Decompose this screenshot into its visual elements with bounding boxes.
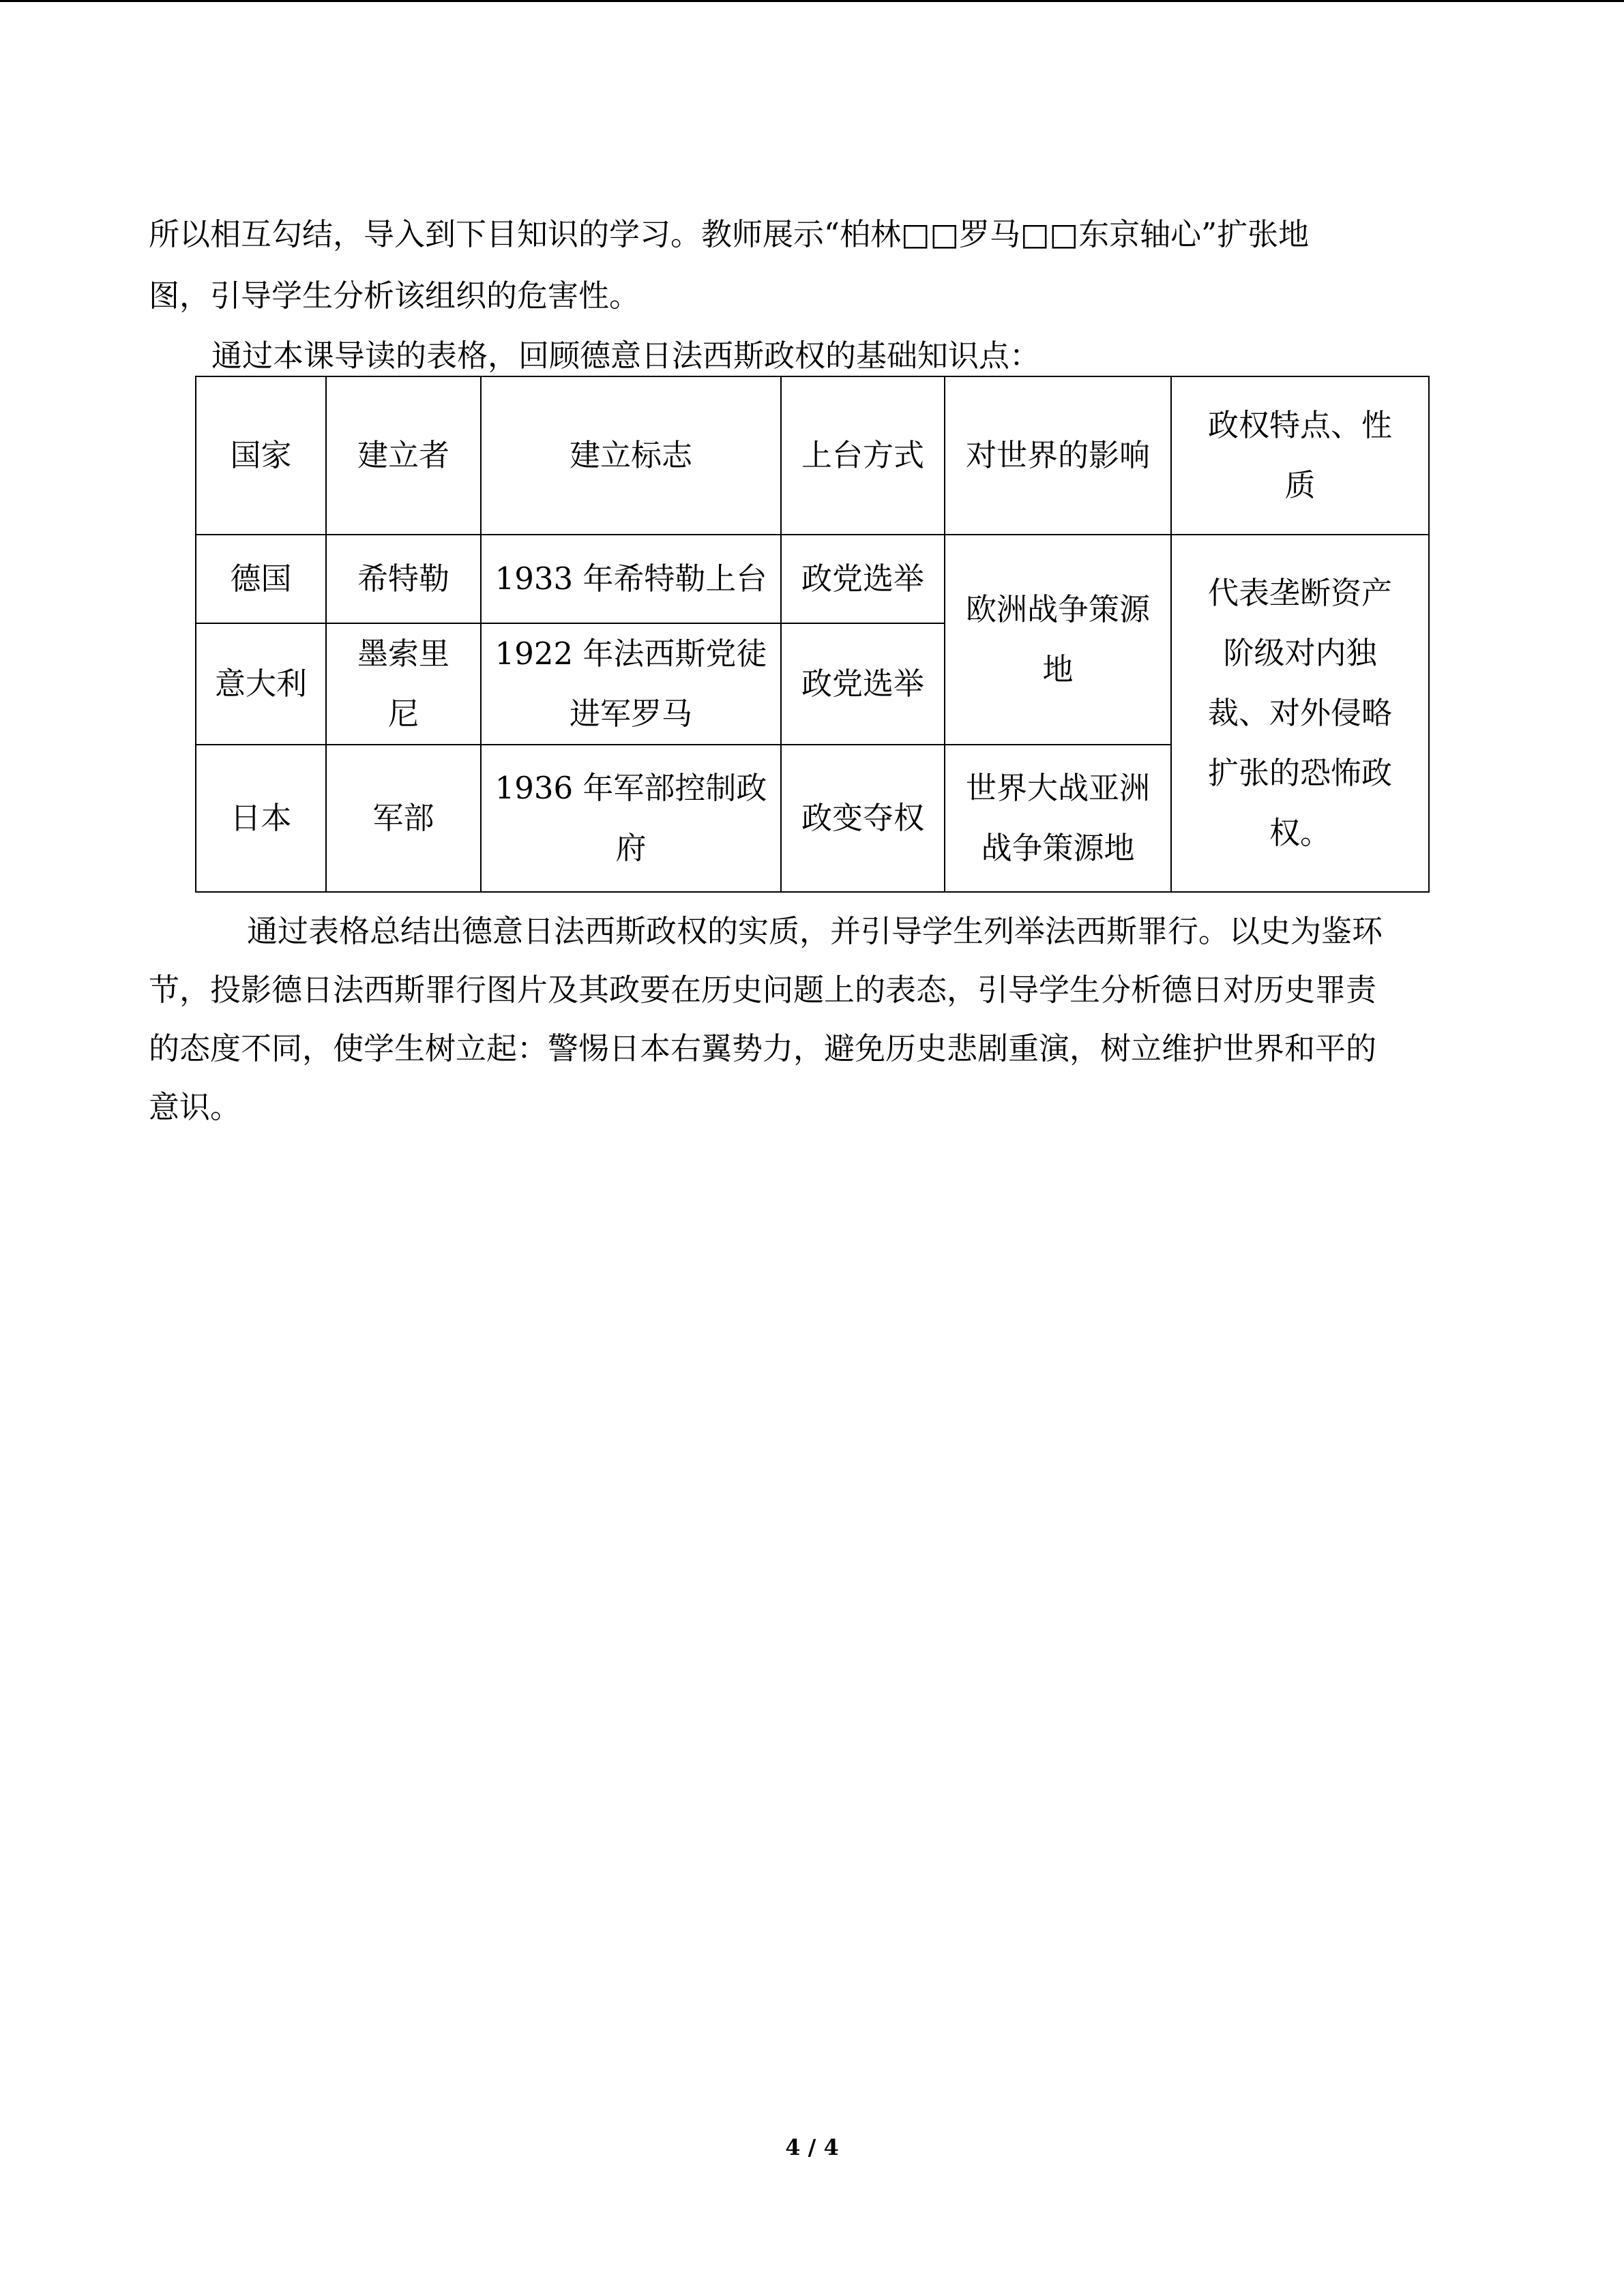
nature-line-5: 权。 bbox=[1269, 815, 1331, 851]
nature-line-1: 代表垄断资产 bbox=[1207, 575, 1392, 611]
conclusion-line-2: 节，投影德日法西斯罪行图片及其政要在历史问题上的表态，引导学生分析德日对历史罪责 bbox=[149, 972, 1377, 1008]
cell-founder: 军部 bbox=[326, 745, 481, 892]
founder-line-1: 墨索里 bbox=[357, 636, 449, 672]
sign-line-1: 1936 年军部控制政 bbox=[494, 770, 767, 806]
fascist-regimes-table bbox=[195, 376, 1430, 893]
header-method: 上台方式 bbox=[781, 376, 945, 535]
impact-europe-line-1: 欧洲战争策源 bbox=[965, 591, 1150, 627]
cell-method: 政党选举 bbox=[781, 623, 945, 745]
conclusion-line-3: 的态度不同，使学生树立起：警惕日本右翼势力，避免历史悲剧重演，树立维护世界和平的 bbox=[149, 1030, 1377, 1067]
header-nature-line-2: 质 bbox=[1284, 467, 1316, 503]
cell-country: 德国 bbox=[196, 535, 326, 623]
sign-line-2: 府 bbox=[615, 830, 647, 866]
cell-country: 日本 bbox=[196, 745, 326, 892]
cell-impact-asia bbox=[945, 745, 1171, 892]
nature-line-4: 扩张的恐怖政 bbox=[1207, 755, 1392, 791]
intro-line-2: 图，引导学生分析该组织的危害性。 bbox=[149, 278, 640, 314]
intro-line-1: 所以相互勾结，导入到下目知识的学习。教师展示“柏林□□罗马□□东京轴心”扩张地 bbox=[149, 216, 1310, 252]
header-founder: 建立者 bbox=[326, 376, 481, 535]
cell-founder: 希特勒 bbox=[326, 535, 481, 623]
cell-sign bbox=[481, 623, 781, 745]
header-country: 国家 bbox=[196, 376, 326, 535]
cell-nature bbox=[1171, 535, 1429, 892]
nature-line-3: 裁、对外侵略 bbox=[1207, 695, 1392, 731]
impact-asia-line-2: 战争策源地 bbox=[981, 830, 1135, 866]
header-nature-line-1: 政权特点、性 bbox=[1207, 407, 1392, 443]
header-impact: 对世界的影响 bbox=[945, 376, 1171, 535]
sign-line-1: 1922 年法西斯党徒 bbox=[494, 636, 767, 672]
cell-method: 政变夺权 bbox=[781, 745, 945, 892]
header-nature bbox=[1171, 376, 1429, 535]
founder-line-2: 尼 bbox=[387, 696, 419, 732]
page-number: 4 / 4 bbox=[785, 2134, 839, 2160]
cell-sign bbox=[481, 745, 781, 892]
cell-method: 政党选举 bbox=[781, 535, 945, 623]
header-sign: 建立标志 bbox=[481, 376, 781, 535]
sign-line-2: 进军罗马 bbox=[569, 696, 692, 732]
table-header-row bbox=[196, 376, 1429, 535]
conclusion-line-4: 意识。 bbox=[149, 1089, 241, 1125]
page-top-border bbox=[0, 0, 1624, 2]
cell-sign: 1933 年希特勒上台 bbox=[481, 535, 781, 623]
conclusion-line-1: 通过表格总结出德意日法西斯政权的实质，并引导学生列举法西斯罪行。以史为鉴环 bbox=[247, 913, 1383, 949]
table-row bbox=[196, 535, 1429, 623]
impact-europe-line-2: 地 bbox=[1042, 651, 1074, 687]
impact-asia-line-1: 世界大战亚洲 bbox=[965, 770, 1150, 806]
intro-line-3: 通过本课导读的表格，回顾德意日法西斯政权的基础知识点： bbox=[211, 338, 1041, 374]
cell-country: 意大利 bbox=[196, 623, 326, 745]
cell-impact-europe bbox=[945, 535, 1171, 745]
cell-founder bbox=[326, 623, 481, 745]
nature-line-2: 阶级对内独 bbox=[1223, 635, 1377, 671]
